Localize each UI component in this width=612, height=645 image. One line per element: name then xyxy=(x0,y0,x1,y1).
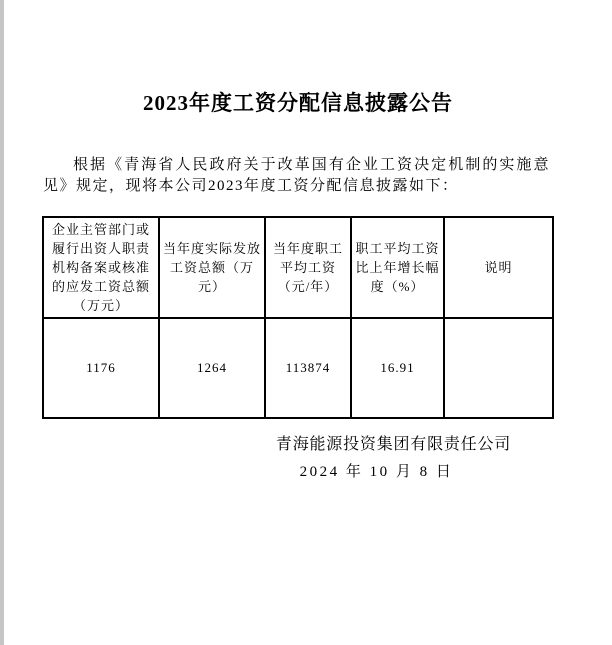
cell-remarks xyxy=(444,318,553,418)
table-data-row xyxy=(43,318,553,418)
header-approved-total-wages: 企业主管部门或履行出资人职责机构备案或核准的应发工资总额（万元） xyxy=(43,217,159,318)
header-average-wage: 当年度职工平均工资（元/年） xyxy=(265,217,351,318)
header-actual-paid-wages: 当年度实际发放工资总额（万元） xyxy=(159,217,265,318)
header-remarks: 说明 xyxy=(444,217,553,318)
signature-date: 2024 年 10 月 8 日 xyxy=(299,464,454,480)
cell-wage-growth-rate: 16.91 xyxy=(351,318,444,418)
header-wage-growth-rate: 职工平均工资比上年增长幅度（%） xyxy=(351,217,444,318)
cell-average-wage: 113874 xyxy=(265,318,351,418)
signature-company-name: 青海能源投资集团有限责任公司 xyxy=(275,436,512,453)
table-header-row xyxy=(43,217,553,318)
cell-approved-total-wages: 1176 xyxy=(43,318,159,418)
document-title: 2023年度工资分配信息披露公告 xyxy=(143,91,453,115)
salary-disclosure-table xyxy=(42,216,554,419)
intro-paragraph: 根据《青海省人民政府关于改革国有企业工资决定机制的实施意见》规定，现将本公司2023年度工资分配信息披露如下： xyxy=(43,157,550,194)
cell-actual-paid-wages: 1264 xyxy=(159,318,265,418)
